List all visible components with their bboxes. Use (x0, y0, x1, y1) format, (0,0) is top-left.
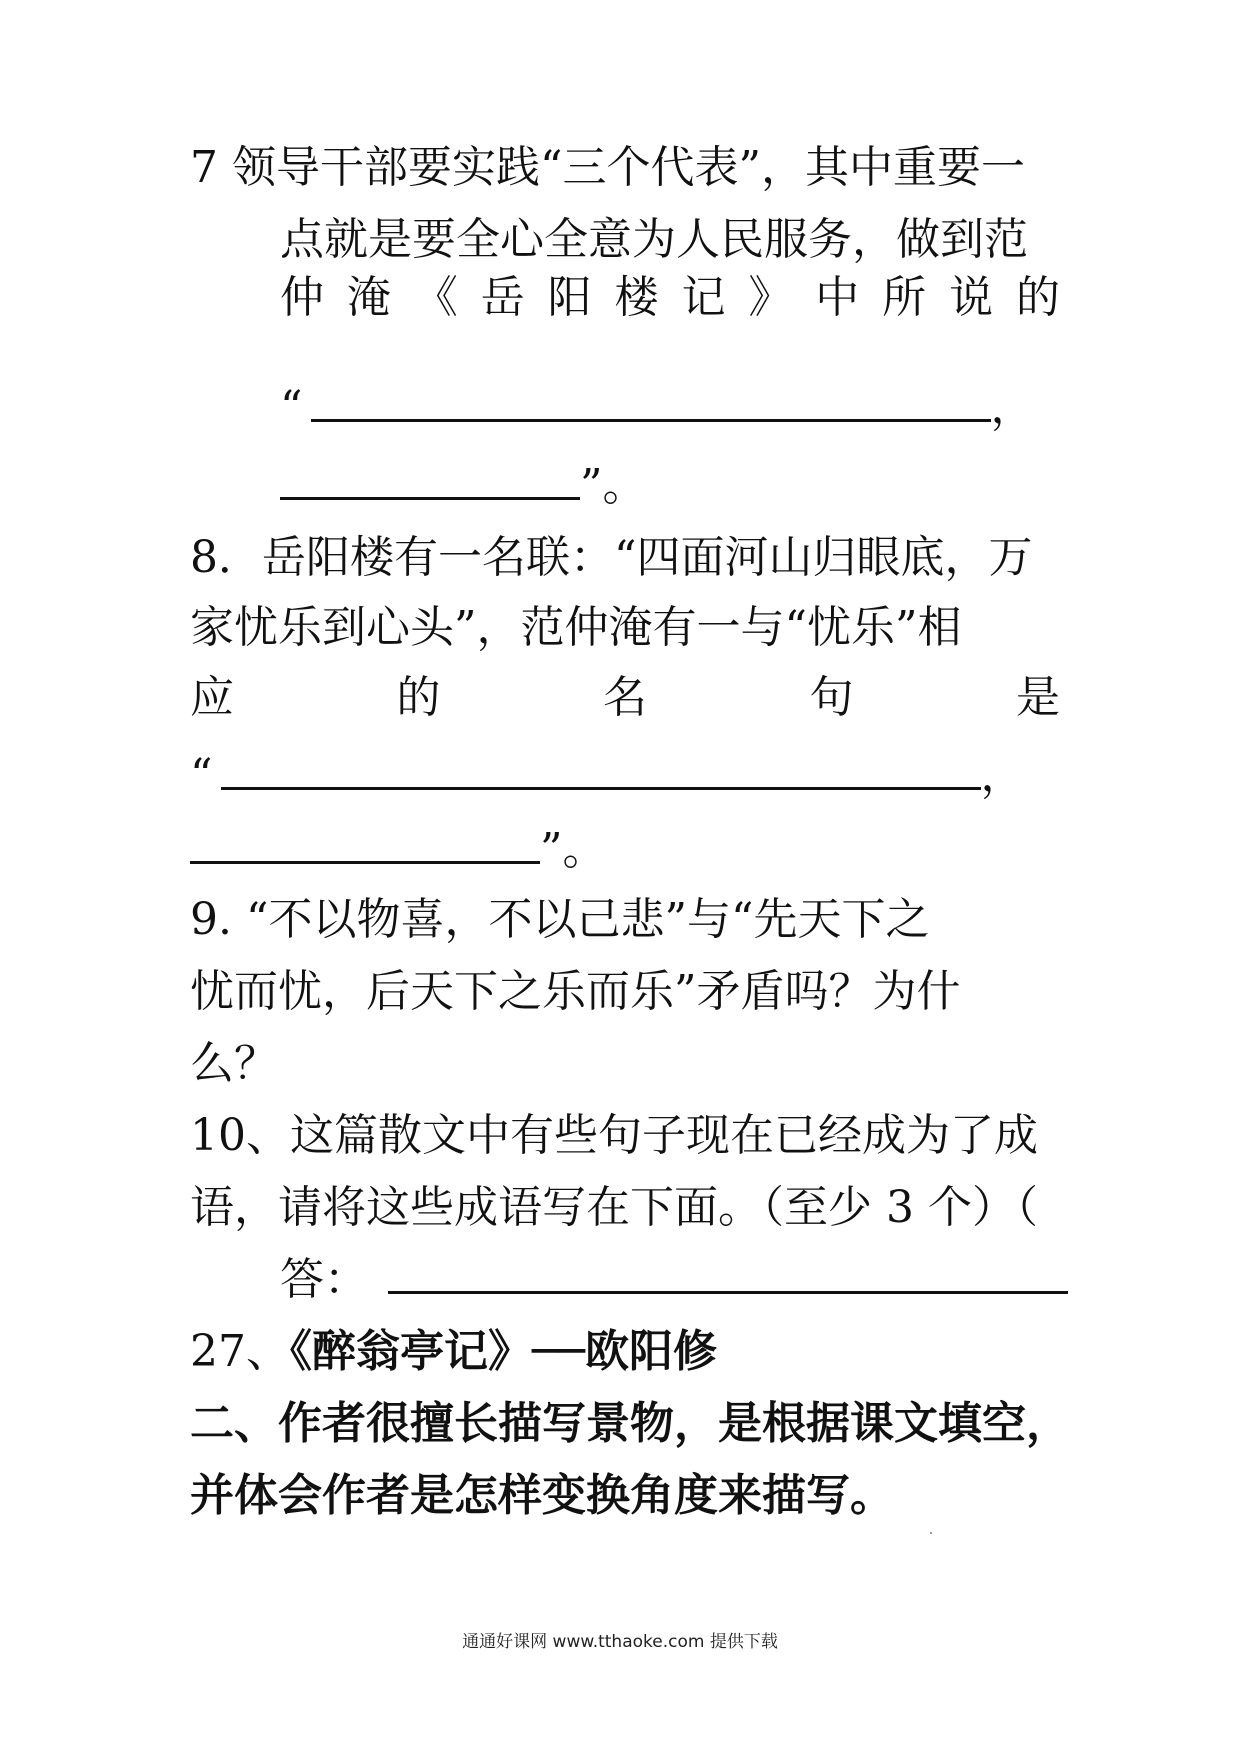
q7-char: 说 (949, 272, 994, 323)
q8-char: 是 (1016, 672, 1060, 723)
page-footer: 通通好课网 www.tthaoke.com 提供下载 (462, 1632, 778, 1652)
q7-char: 《 (413, 272, 458, 323)
q7-line3 (280, 262, 1060, 334)
q8-line2: 家忧乐到心头”，范仲淹有一与“忧乐”相 (190, 602, 962, 653)
q7-line5 (280, 450, 1060, 522)
lesson-title: 《醉翁亭记》──欧阳修 (290, 1326, 717, 1377)
q8-line4 (190, 740, 1060, 812)
scan-speck (930, 1532, 932, 1534)
q9-line2: 忧而忧，后天下之乐而乐”矛盾吗？为什 (190, 966, 961, 1017)
q9-line3: 么？ (190, 1038, 278, 1089)
section2-line1: 二、作者很擅长描写景物，是根据课文填空， (190, 1398, 1070, 1449)
comma: ， (990, 382, 1035, 433)
q8-char: 应 (190, 672, 234, 723)
q7-char: 岳 (480, 272, 525, 323)
q7-char: 记 (681, 272, 726, 323)
q10-line1: 10、这篇散文中有些句子现在已经成为了成 (190, 1110, 1038, 1161)
q8-answer-blank-1[interactable] (221, 745, 981, 790)
close-quote: ”。 (580, 460, 647, 511)
lesson-heading (190, 1316, 1060, 1388)
q7-char: 》 (748, 272, 793, 323)
q7-char: 楼 (614, 272, 659, 323)
q8-char: 名 (603, 672, 647, 723)
open-quote: “ (190, 750, 213, 801)
q8-answer-blank-2[interactable] (190, 819, 540, 864)
q8-char: 句 (809, 672, 854, 723)
q10-line2: 语，请将这些成语写在下面。（至少 3 个）（ (190, 1182, 1038, 1233)
open-quote: “ (280, 382, 303, 433)
q7-line2: 点就是要全心全意为人民服务，做到范 (280, 214, 1028, 265)
q7-char: 仲 (280, 272, 324, 323)
q7-char: 淹 (346, 272, 391, 323)
q8-line3 (190, 662, 1060, 734)
answer-label: 答： (280, 1254, 368, 1305)
comma: ， (980, 750, 1025, 801)
q7-answer-blank-2[interactable] (280, 455, 580, 500)
q10-answer-blank[interactable] (388, 1249, 1068, 1294)
q7-char: 所 (882, 272, 927, 323)
q7-char: 阳 (547, 272, 592, 323)
q8-line1: 8．岳阳楼有一名联：“四面河山归眼底，万 (190, 532, 1033, 583)
q9-line1: 9. “不以物喜，不以己悲”与“先天下之 (190, 894, 930, 945)
q7-line1: 7 领导干部要实践“三个代表”，其中重要一 (190, 142, 1025, 193)
lesson-number: 27、 (190, 1326, 290, 1377)
q7-line4 (280, 372, 1060, 444)
q8-char: 的 (396, 672, 441, 723)
close-quote: ”。 (540, 824, 607, 875)
q8-line5 (190, 814, 1060, 886)
q7-char: 的 (1015, 272, 1060, 323)
q7-answer-blank-1[interactable] (311, 377, 991, 422)
section2-line2: 并体会作者是怎样变换角度来描写。 (190, 1470, 894, 1521)
q10-answer-line (280, 1244, 1060, 1316)
q7-char: 中 (815, 272, 860, 323)
